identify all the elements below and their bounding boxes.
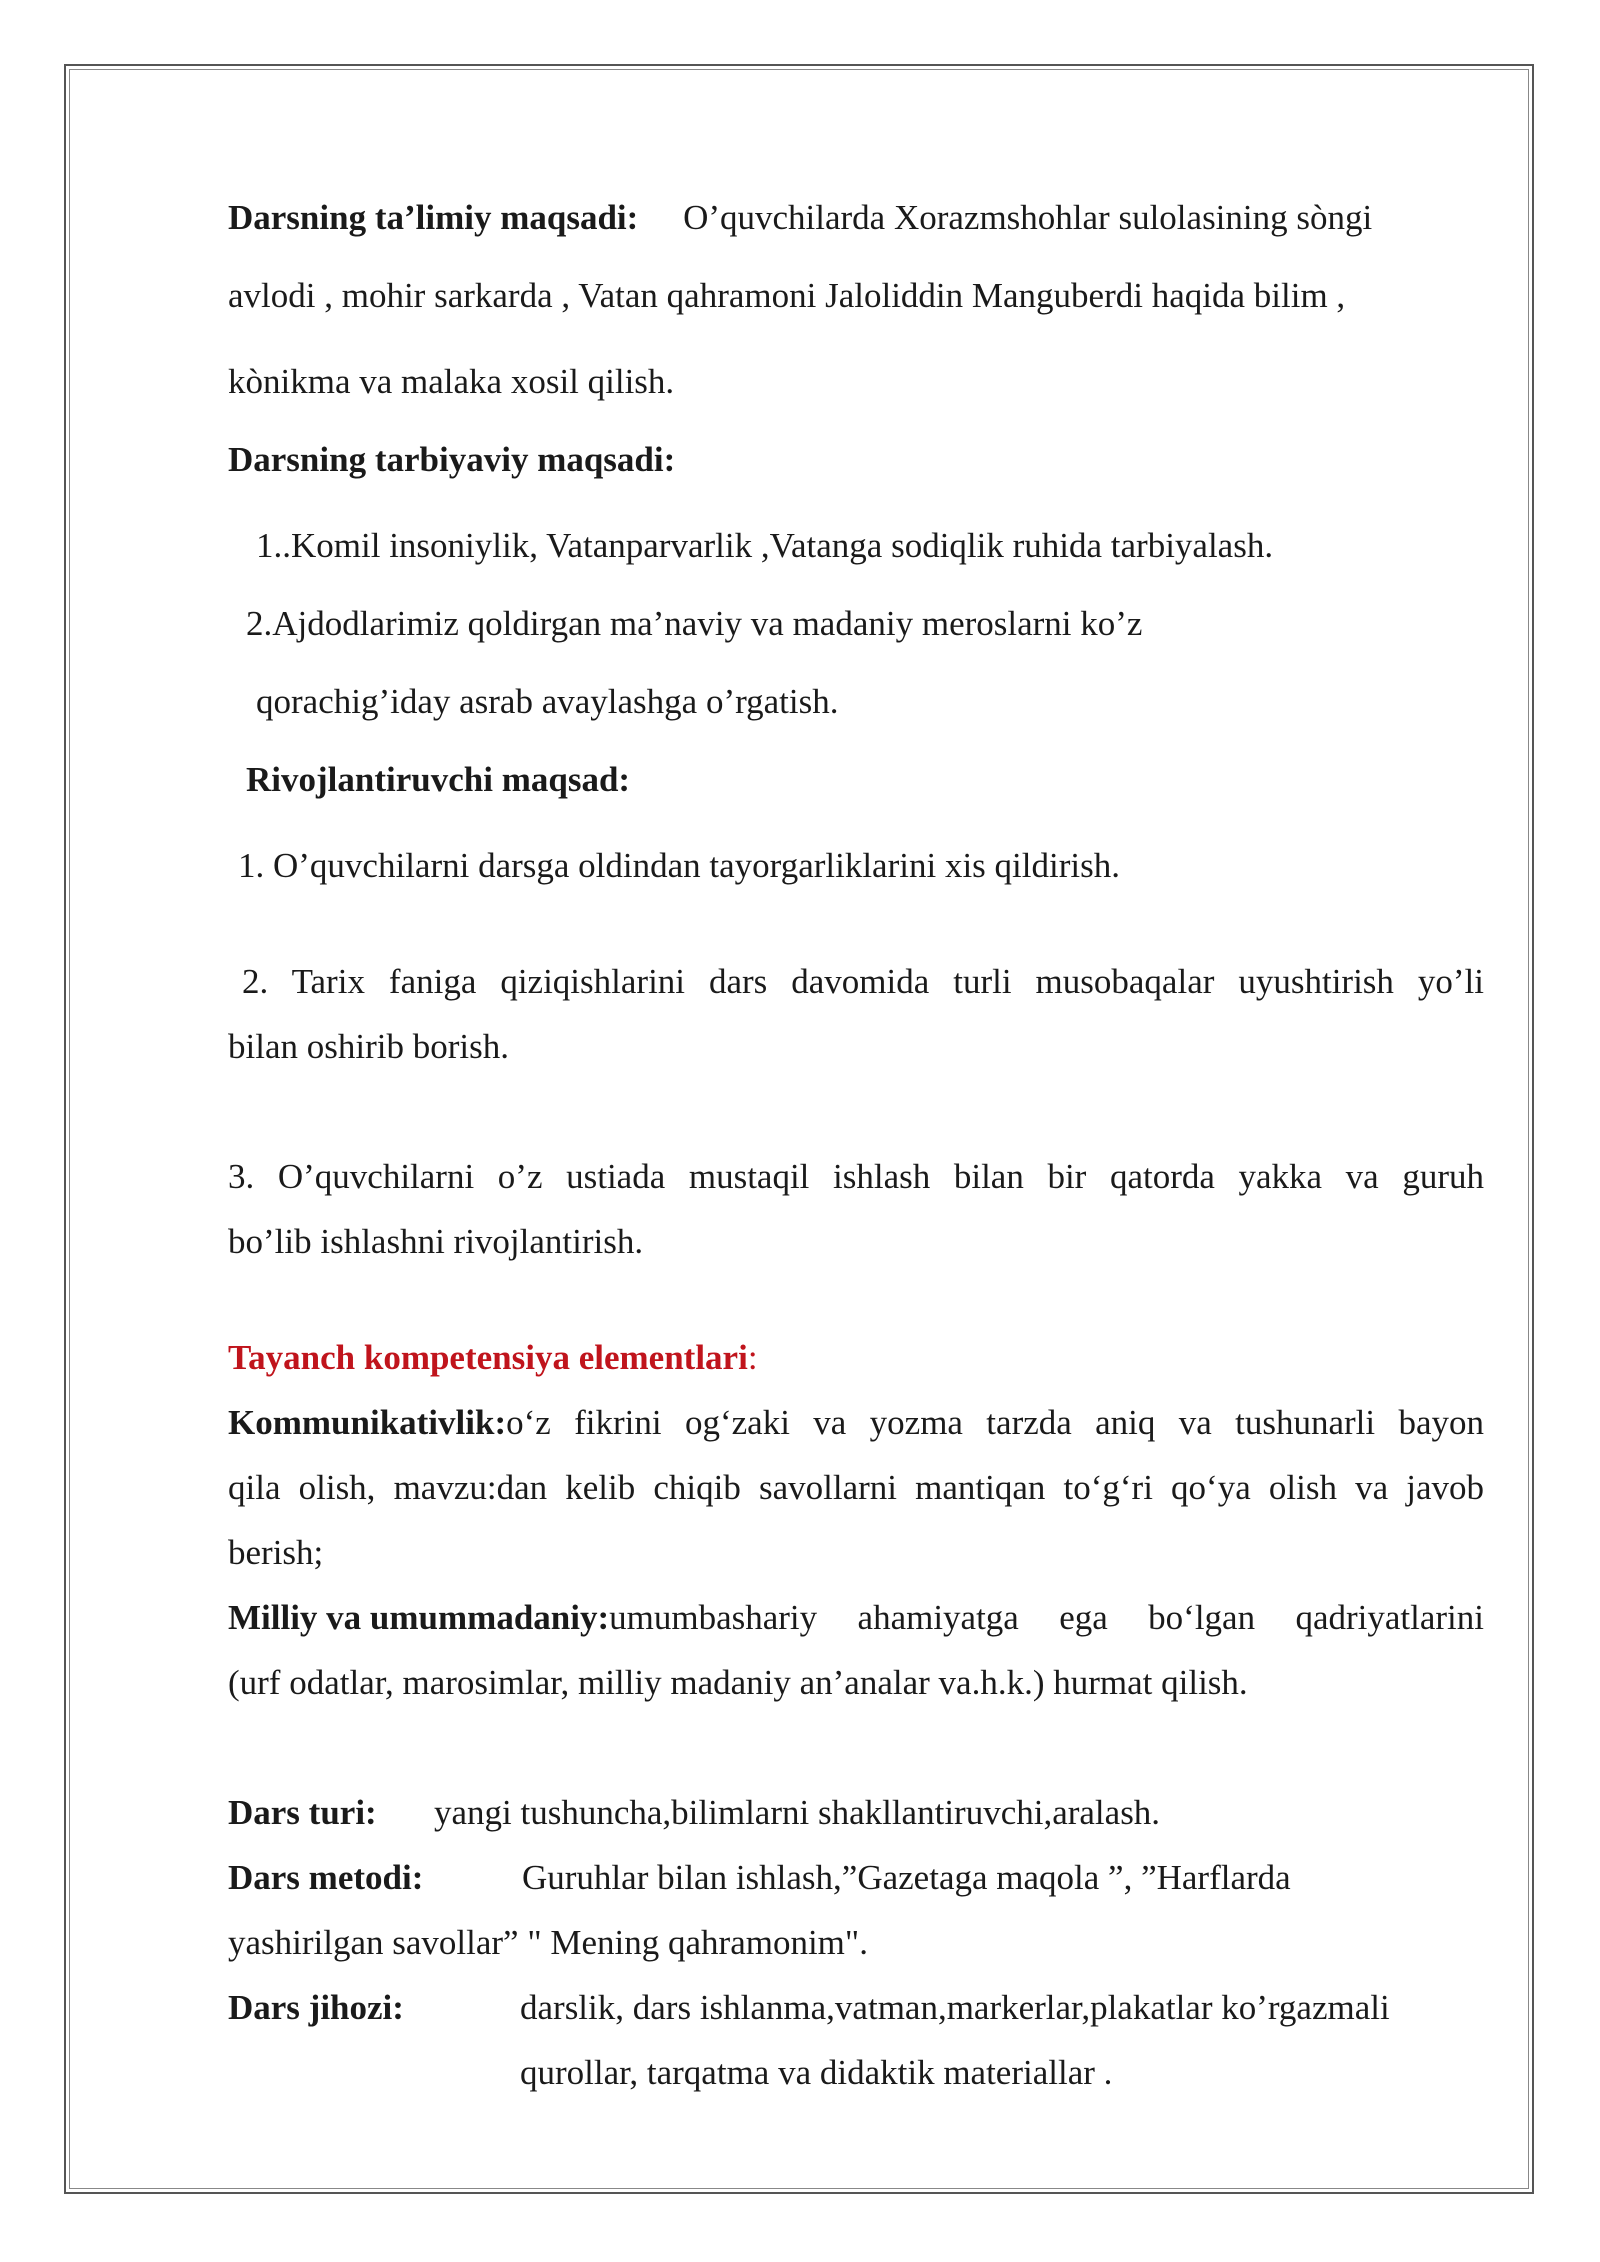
dars-metodi-label: Dars metodi:: [228, 1858, 424, 1897]
dars-metodi-value: Guruhlar bilan ishlash,”Gazetaga maqola ”, ”Harflarda: [522, 1858, 1291, 1897]
dars-jihozi-value-2: qurollar, tarqatma va didaktik materiallar .: [520, 2053, 1113, 2092]
dars-jihozi-value: darslik, dars ishlanma,vatman,markerlar,plakatlar ko’rgazmali: [520, 1988, 1390, 2027]
tarbiyaviy-item-2-line1: 2.Ajdodlarimiz qoldirgan ma’naviy va madaniy meroslarni ko’z: [246, 604, 1143, 643]
kompetensiya-heading-colon: :: [747, 1338, 758, 1377]
kommunikativlik-label: Kommunikativlik:: [228, 1403, 507, 1442]
talimiy-text-2: avlodi , mohir sarkarda , Vatan qahramoni Jaloliddin Manguberdi haqida bilim ,: [228, 276, 1346, 315]
dars-jihozi-label: Dars jihozi:: [228, 1988, 404, 2027]
kompetensiya-heading: Tayanch kompetensiya elementlari: [228, 1338, 748, 1377]
dars-turi-value: yangi tushuncha,bilimlarni shakllantiruvchi,aralash.: [434, 1793, 1161, 1832]
rivojlantiruvchi-item-3-line2: bo’lib ishlashni rivojlantirish.: [228, 1222, 644, 1261]
milliy-line1: [228, 1596, 1484, 1640]
rivojlantiruvchi-item-2-line2: bilan oshirib borish.: [228, 1027, 509, 1066]
talimiy-label: Darsning ta’limiy maqsadi:: [228, 198, 639, 237]
dars-metodi-value-2: yashirilgan savollar” " Mening qahramonim".: [228, 1923, 868, 1962]
kommunikativlik-line1: [228, 1401, 1484, 1445]
milliy-text-1: umumbashariy ahamiyatga ega bo‘lgan qadriyatlarini: [609, 1598, 1484, 1637]
milliy-text-2: (urf odatlar, marosimlar, milliy madaniy an’analar va.h.k.) hurmat qilish.: [228, 1663, 1248, 1702]
milliy-label: Milliy va umummadaniy:: [228, 1598, 610, 1637]
dars-turi-label: Dars turi:: [228, 1793, 377, 1832]
talimiy-text-3: kònikma va malaka xosil qilish.: [228, 362, 675, 401]
tarbiyaviy-label: Darsning tarbiyaviy maqsadi:: [228, 440, 676, 479]
talimiy-line1: [228, 196, 1372, 240]
kommunikativlik-text-1: o‘z fikrini og‘zaki va yozma tarzda aniq va tushunarli bayon: [506, 1403, 1484, 1442]
tarbiyaviy-item-1: 1..Komil insoniylik, Vatanparvarlik ,Vatanga sodiqlik ruhida tarbiyalash.: [256, 526, 1274, 565]
kommunikativlik-text-3: berish;: [228, 1533, 324, 1572]
rivojlantiruvchi-item-3-line1: 3. O’quvchilarni o’z ustiada mustaqil ishlash bilan bir qatorda yakka va guruh: [228, 1157, 1484, 1196]
rivojlantiruvchi-item-1: 1. O’quvchilarni darsga oldindan tayorgarliklarini xis qildirish.: [238, 846, 1120, 885]
kompetensiya-heading-line: [228, 1336, 758, 1380]
rivojlantiruvchi-item-2-line1: 2. Tarix faniga qiziqishlarini dars davomida turli musobaqalar uyushtirish yo’li: [242, 962, 1484, 1001]
kommunikativlik-text-2: qila olish, mavzu:dan kelib chiqib savollarni mantiqan to‘g‘ri qo‘ya olish va javob: [228, 1468, 1484, 1507]
rivojlantiruvchi-label: Rivojlantiruvchi maqsad:: [246, 760, 631, 799]
talimiy-text-1: O’quvchilarda Xorazmshohlar sulolasining sòngi: [683, 198, 1373, 237]
tarbiyaviy-item-2-line2: qorachig’iday asrab avaylashga o’rgatish.: [256, 682, 839, 721]
